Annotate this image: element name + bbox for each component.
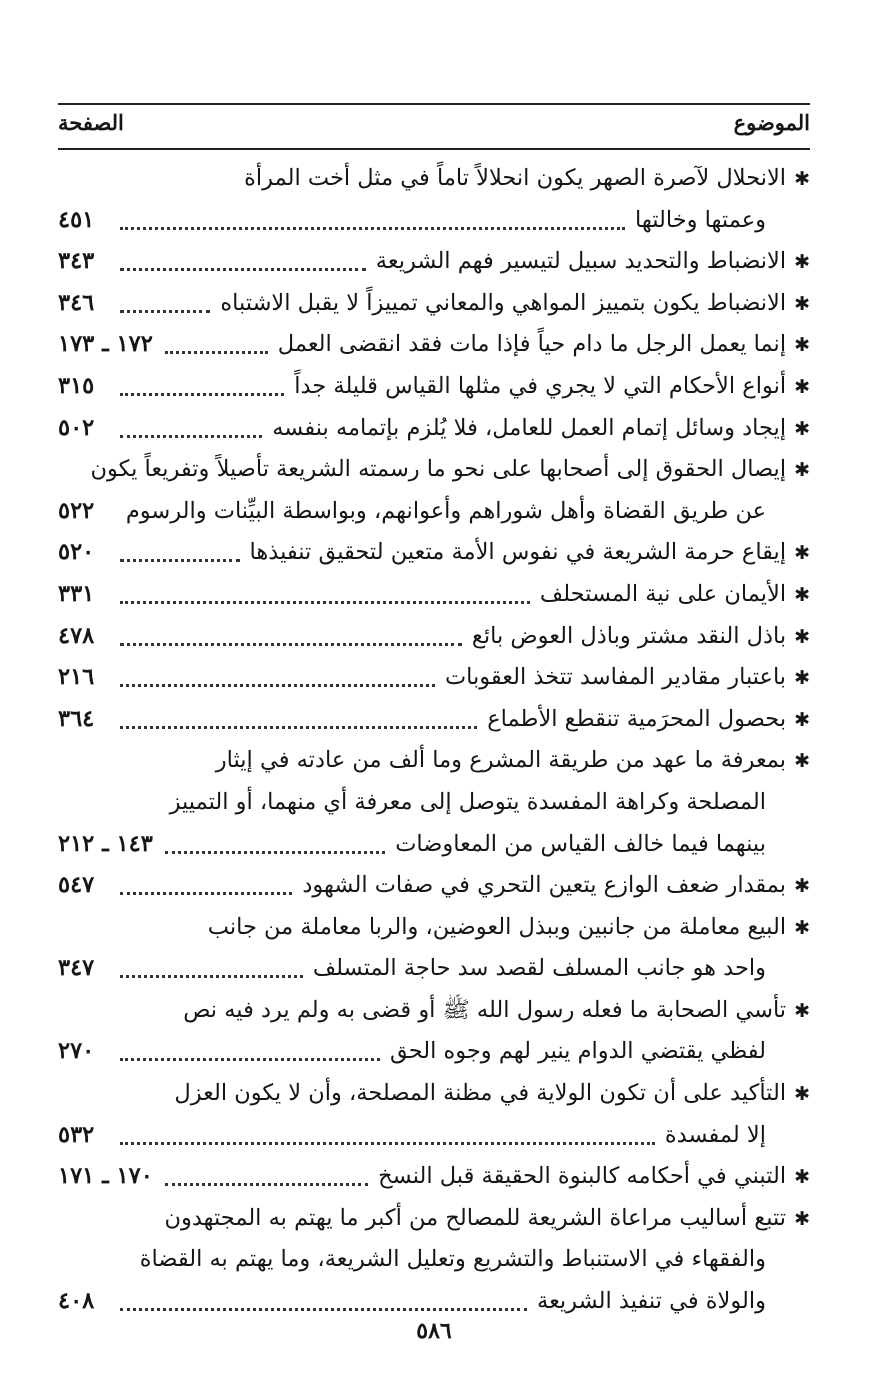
entry-text bbox=[272, 408, 810, 451]
dot-leader bbox=[120, 684, 435, 687]
index-entry-line bbox=[58, 699, 810, 741]
entry-page-ref: ٥٢٠ bbox=[58, 539, 95, 566]
dot-leader bbox=[120, 1308, 527, 1311]
entry-text bbox=[395, 824, 766, 866]
entry-text bbox=[91, 449, 810, 492]
entry-topic-text: التبني في أحكامه كالبنوة الحقيقة قبل النسخ bbox=[378, 1163, 787, 1190]
entry-topic-text: بمعرفة ما عهد من طريقة المشرع وما ألف من عادته في إيثار bbox=[215, 747, 787, 774]
entry-topic-text: تتبع أساليب مراعاة الشريعة للمصالح من أكبر ما يهتم به المجتهدون bbox=[164, 1204, 787, 1231]
index-entry-line bbox=[58, 532, 810, 574]
dot-leader bbox=[120, 892, 292, 895]
index-entry-line bbox=[58, 158, 810, 200]
entry-topic-text: عن طريق القضاة وأهل شوراهم وأعوانهم، وبواسطة البيِّنات والرسوم bbox=[125, 497, 766, 524]
entry-page-ref: ٤٠٨ bbox=[58, 1288, 95, 1315]
entry-text bbox=[140, 1239, 766, 1281]
index-entry-line bbox=[58, 782, 810, 824]
header-rule bbox=[58, 148, 810, 150]
entry-topic-text: والولاة في تنفيذ الشريعة bbox=[537, 1288, 766, 1315]
entry-text bbox=[665, 1115, 766, 1157]
entry-text bbox=[244, 158, 810, 201]
index-entry-line bbox=[58, 491, 810, 533]
index-entry-line bbox=[58, 324, 810, 366]
entry-text bbox=[250, 532, 810, 575]
entry-page-ref: ٢١٦ bbox=[58, 664, 95, 691]
entry-text bbox=[174, 1073, 810, 1116]
entry-text bbox=[472, 616, 810, 659]
asterisk-bullet-icon: ✱ bbox=[794, 251, 810, 274]
dot-leader bbox=[165, 1183, 368, 1186]
asterisk-bullet-icon: ✱ bbox=[794, 625, 810, 648]
page-column-heading: الصفحة bbox=[58, 110, 124, 135]
entry-text bbox=[537, 1281, 766, 1323]
index-entry-line bbox=[58, 948, 810, 990]
entry-topic-text: بحصول المحرَمية تنقطع الأطماع bbox=[487, 705, 787, 732]
dot-leader bbox=[120, 726, 477, 729]
entry-topic-text: إيجاد وسائل إتمام العمل للعامل، فلا يُلزم بإتمامه بنفسه bbox=[272, 414, 787, 441]
asterisk-bullet-icon: ✱ bbox=[794, 375, 810, 398]
asterisk-bullet-icon: ✱ bbox=[794, 583, 810, 606]
entry-topic-text: تأسي الصحابة ما فعله رسول الله ﷺ أو قضى به ولم يرد فيه نص bbox=[183, 996, 787, 1023]
index-entry-line bbox=[58, 366, 810, 408]
index-entry-line bbox=[58, 449, 810, 491]
entry-text bbox=[164, 1198, 810, 1241]
entry-text bbox=[635, 200, 766, 242]
entry-topic-text: لفظي يقتضي الدوام ينير لهم وجوه الحق bbox=[389, 1038, 766, 1065]
asterisk-bullet-icon: ✱ bbox=[794, 542, 810, 565]
entry-text bbox=[216, 740, 810, 783]
dot-leader bbox=[120, 643, 462, 646]
dot-leader bbox=[120, 601, 530, 604]
entry-page-ref: ٣٤٧ bbox=[58, 955, 95, 982]
entry-text bbox=[278, 324, 810, 367]
entry-text bbox=[170, 782, 766, 824]
entry-page-ref: ٣٤٣ bbox=[58, 248, 95, 275]
entry-text bbox=[445, 657, 810, 700]
entry-text bbox=[540, 574, 810, 617]
entry-topic-text: إيصال الحقوق إلى أصحابها على نحو ما رسمته الشريعة تأصيلاً وتفريعاً يكون bbox=[90, 456, 787, 483]
top-rule bbox=[58, 103, 810, 105]
entry-topic-text: الانضباط والتحديد سبيل لتيسير فهم الشريعة bbox=[375, 248, 787, 275]
index-entry-line bbox=[58, 1198, 810, 1240]
dot-leader bbox=[120, 393, 284, 396]
asterisk-bullet-icon: ✱ bbox=[794, 916, 810, 939]
entry-page-ref: ٥٤٧ bbox=[58, 872, 95, 899]
page-number: ٥٨٦ bbox=[416, 1318, 452, 1344]
entry-topic-text: والفقهاء في الاستنباط والتشريع وتعليل الشريعة، وما يهتم به القضاة bbox=[139, 1246, 766, 1273]
entry-text bbox=[183, 990, 810, 1033]
index-entry-line bbox=[58, 200, 810, 242]
dot-leader bbox=[120, 268, 366, 271]
entry-text bbox=[378, 1156, 810, 1199]
dot-leader bbox=[120, 975, 303, 978]
asterisk-bullet-icon: ✱ bbox=[794, 1166, 810, 1189]
dot-leader bbox=[165, 351, 268, 354]
entry-page-ref: ٣١٥ bbox=[58, 372, 95, 399]
dot-leader bbox=[120, 1142, 655, 1145]
index-entry-line bbox=[58, 1031, 810, 1073]
entry-page-ref: ٥٢٢ bbox=[58, 497, 95, 524]
entry-text bbox=[376, 241, 810, 284]
asterisk-bullet-icon: ✱ bbox=[794, 459, 810, 482]
entry-topic-text: إلا لمفسدة bbox=[664, 1121, 766, 1148]
asterisk-bullet-icon: ✱ bbox=[794, 875, 810, 898]
dot-leader bbox=[120, 435, 262, 438]
asterisk-bullet-icon: ✱ bbox=[794, 708, 810, 731]
index-entry-line bbox=[58, 408, 810, 450]
entry-topic-text: بمقدار ضعف الوازع يتعين التحري في صفات الشهود bbox=[302, 872, 787, 899]
index-entry-line bbox=[58, 574, 810, 616]
entry-page-ref: ٤٥١ bbox=[58, 206, 95, 233]
index-entry-line bbox=[58, 241, 810, 283]
entry-topic-text: إنما يعمل الرجل ما دام حياً فإذا مات فقد انقضى العمل bbox=[277, 331, 787, 358]
asterisk-bullet-icon: ✱ bbox=[794, 1083, 810, 1106]
entry-topic-text: الأيمان على نية المستحلف bbox=[539, 580, 787, 607]
dot-leader bbox=[120, 227, 625, 230]
index-entry-line bbox=[58, 907, 810, 949]
entry-topic-text: المصلحة وكراهة المفسدة يتوصل إلى معرفة أي منهما، أو التمييز bbox=[169, 788, 766, 815]
index-entry-line bbox=[58, 1239, 810, 1281]
entry-topic-text: باذل النقد مشتر وباذل العوض بائع bbox=[471, 622, 787, 649]
entry-topic-text: بينهما فيما خالف القياس من المعاوضات bbox=[395, 830, 766, 857]
entry-page-ref: ٣٤٦ bbox=[58, 289, 95, 316]
index-entry-line bbox=[58, 657, 810, 699]
entry-page-ref: ٥٣٢ bbox=[58, 1121, 95, 1148]
entry-topic-text: واحد هو جانب المسلف لقصد سد حاجة المتسلف bbox=[312, 955, 766, 982]
entry-page-ref: ٥٠٢ bbox=[58, 414, 95, 441]
index-entry-line bbox=[58, 865, 810, 907]
entry-text bbox=[126, 491, 766, 533]
entry-topic-text: وعمتها وخالتها bbox=[635, 206, 766, 233]
entry-page-ref: ١٧٢ ـ ١٧٣ bbox=[58, 331, 153, 358]
entry-topic-text: باعتبار مقادير المفاسد تتخذ العقوبات bbox=[444, 664, 787, 691]
index-entry-line bbox=[58, 990, 810, 1032]
asterisk-bullet-icon: ✱ bbox=[794, 292, 810, 315]
entry-topic-text: التأكيد على أن تكون الولاية في مظنة المصلحة، وأن لا يكون العزل bbox=[174, 1080, 787, 1107]
entry-text bbox=[390, 1031, 766, 1073]
asterisk-bullet-icon: ✱ bbox=[794, 1207, 810, 1230]
asterisk-bullet-icon: ✱ bbox=[794, 999, 810, 1022]
entry-text bbox=[313, 948, 766, 990]
entry-page-ref: ١٤٣ ـ ٢١٢ bbox=[58, 830, 153, 857]
entry-text bbox=[302, 865, 810, 908]
entry-page-ref: ٢٧٠ bbox=[58, 1038, 95, 1065]
entry-page-ref: ١٧٠ ـ ١٧١ bbox=[58, 1163, 153, 1190]
asterisk-bullet-icon: ✱ bbox=[794, 667, 810, 690]
dot-leader bbox=[120, 310, 210, 313]
topic-column-heading: الموضوع bbox=[733, 110, 810, 135]
index-entry-line bbox=[58, 283, 810, 325]
index-entry-line bbox=[58, 1156, 810, 1198]
index-entry-line bbox=[58, 740, 810, 782]
asterisk-bullet-icon: ✱ bbox=[794, 417, 810, 440]
dot-leader bbox=[120, 1058, 380, 1061]
entry-topic-text: إيقاع حرمة الشريعة في نفوس الأمة متعين لتحقيق تنفيذها bbox=[249, 539, 787, 566]
entry-page-ref: ٤٧٨ bbox=[58, 622, 95, 649]
entry-topic-text: أنواع الأحكام التي لا يجري في مثلها القياس قليلة جداً bbox=[294, 372, 787, 399]
entry-text bbox=[294, 366, 810, 409]
entry-topic-text: الانضباط يكون بتمييز المواهي والمعاني تمييزاً لا يقبل الاشتباه bbox=[220, 289, 787, 316]
asterisk-bullet-icon: ✱ bbox=[794, 334, 810, 357]
index-entries bbox=[58, 158, 810, 1323]
entry-text bbox=[220, 283, 810, 326]
asterisk-bullet-icon: ✱ bbox=[794, 750, 810, 773]
entry-page-ref: ٣٣١ bbox=[58, 580, 95, 607]
entry-text bbox=[487, 699, 810, 742]
index-entry-line bbox=[58, 1115, 810, 1157]
dot-leader bbox=[120, 559, 240, 562]
entry-topic-text: البيع معاملة من جانبين وببذل العوضين، والربا معاملة من جانب bbox=[207, 913, 787, 940]
entry-page-ref: ٣٦٤ bbox=[58, 705, 95, 732]
index-entry-line bbox=[58, 1073, 810, 1115]
dot-leader bbox=[165, 851, 385, 854]
index-header bbox=[58, 110, 810, 144]
index-entry-line bbox=[58, 1281, 810, 1323]
asterisk-bullet-icon: ✱ bbox=[794, 168, 810, 190]
entry-topic-text: الانحلال لآصرة الصهر يكون انحلالاً تاماً في مثل أخت المرأة bbox=[244, 165, 787, 191]
index-entry-line bbox=[58, 616, 810, 658]
entry-text bbox=[208, 907, 810, 950]
index-entry-line bbox=[58, 824, 810, 866]
